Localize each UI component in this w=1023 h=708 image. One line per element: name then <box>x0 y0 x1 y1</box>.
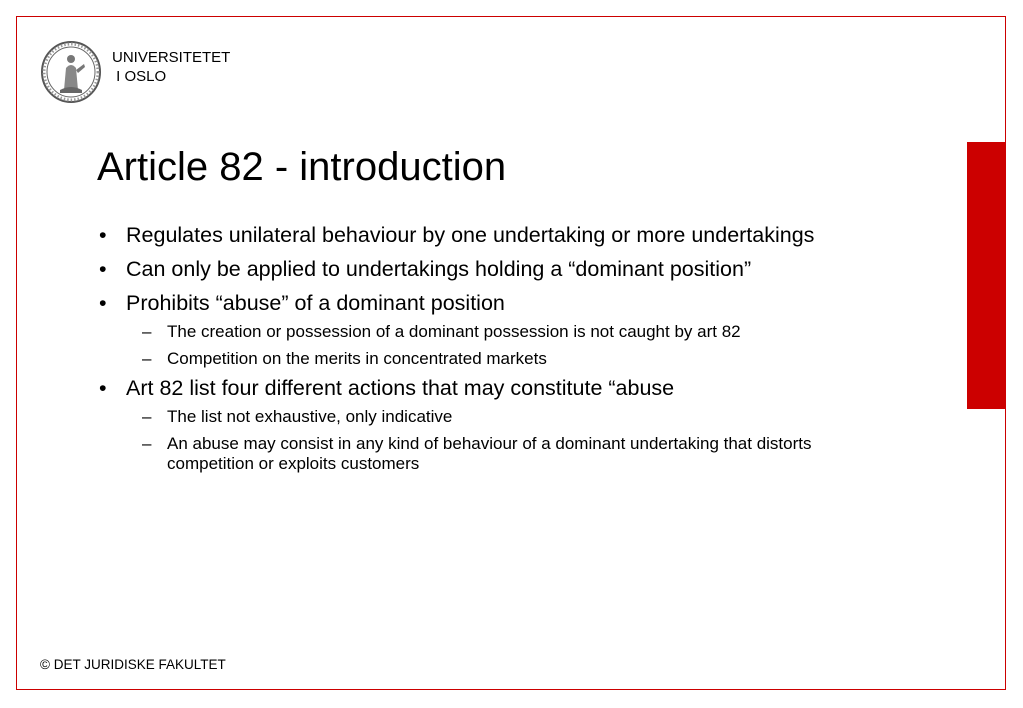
sub-bullet-marker: – <box>142 407 152 426</box>
bullet-marker: • <box>99 257 107 281</box>
sub-bullet-item <box>97 322 837 342</box>
bullet-item <box>97 223 837 248</box>
bullet-list <box>97 223 837 481</box>
sub-bullet-marker: – <box>142 322 152 341</box>
sub-bullet-marker: – <box>142 349 152 368</box>
sub-bullet-list <box>97 322 837 369</box>
sub-bullet-text: Competition on the merits in concentrated markets <box>167 349 547 368</box>
bullet-text: Can only be applied to undertakings holding a “dominant position” <box>126 257 752 281</box>
sub-bullet-text: The creation or possession of a dominant possession is not caught by art 82 <box>167 322 741 341</box>
bullet-text: Art 82 list four different actions that may constitute “abuse <box>126 376 675 400</box>
university-name-line1: UNIVERSITETET <box>112 49 231 66</box>
bullet-item <box>97 291 837 316</box>
bullet-marker: • <box>99 223 107 247</box>
bullet-marker: • <box>99 291 107 315</box>
bullet-text: Regulates unilateral behaviour by one undertaking or more undertakings <box>126 223 815 247</box>
bullet-text: Prohibits “abuse” of a dominant position <box>126 291 505 315</box>
university-name <box>112 48 230 86</box>
sub-bullet-item <box>97 434 837 474</box>
university-name-line2: I OSLO <box>112 68 167 85</box>
bullet-item <box>97 257 837 282</box>
sub-bullet-list <box>97 407 837 474</box>
sub-bullet-text: An abuse may consist in any kind of behaviour of a dominant undertaking that distorts competition or exploits customers <box>167 434 812 473</box>
sub-bullet-marker: – <box>142 434 152 453</box>
bullet-marker: • <box>99 376 107 400</box>
footer-copyright: © DET JURIDISKE FAKULTET <box>40 657 226 672</box>
university-seal-logo <box>40 40 102 104</box>
bullet-item <box>97 376 837 401</box>
sub-bullet-item <box>97 407 837 427</box>
sub-bullet-text: The list not exhaustive, only indicative <box>167 407 453 426</box>
sub-bullet-item <box>97 349 837 369</box>
slide-title: Article 82 - introduction <box>97 145 507 189</box>
accent-bar <box>967 142 1006 409</box>
